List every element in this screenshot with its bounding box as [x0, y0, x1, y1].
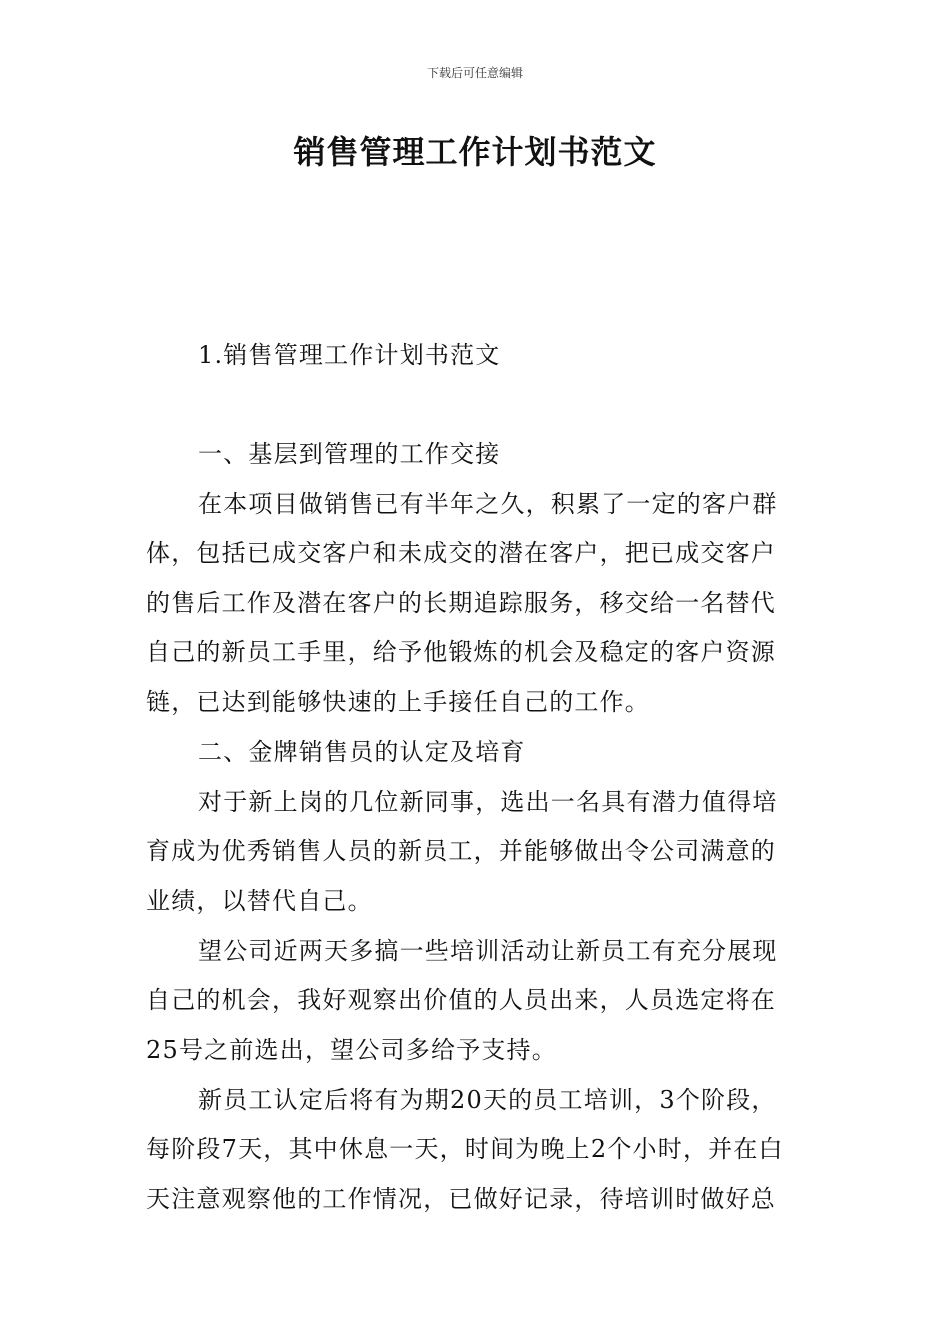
paragraph-line: 业绩，以替代自己。	[146, 887, 373, 915]
paragraph-line: 链，已达到能够快速的上手接任自己的工作。	[146, 688, 650, 716]
paragraph-line: 新员工认定后将有为期20天的员工培训，3个阶段，	[198, 1086, 777, 1114]
paragraph-line: 育成为优秀销售人员的新员工，并能够做出令公司满意的	[146, 837, 776, 865]
section-heading-1: 一、基层到管理的工作交接	[198, 440, 501, 468]
section-heading-2: 二、金牌销售员的认定及培育	[198, 738, 526, 766]
paragraph-line: 25号之前选出，望公司多给予支持。	[146, 1036, 557, 1064]
header-note: 下载后可任意编辑	[426, 66, 523, 80]
paragraph-line: 对于新上岗的几位新同事，选出一名具有潜力值得培	[198, 788, 778, 816]
paragraph-line: 望公司近两天多搞一些培训活动让新员工有充分展现	[198, 937, 778, 965]
paragraph-line: 每阶段7天，其中休息一天，时间为晚上2个小时，并在白	[146, 1135, 784, 1163]
paragraph-line: 的售后工作及潜在客户的长期追踪服务，移交给一名替代	[146, 589, 776, 617]
document-title: 销售管理工作计划书范文	[293, 133, 657, 171]
paragraph-line: 在本项目做销售已有半年之久，积累了一定的客户群	[198, 490, 778, 518]
paragraph-line: 自己的新员工手里，给予他锻炼的机会及稳定的客户资源	[146, 638, 776, 666]
subtitle-line: 1.销售管理工作计划书范文	[198, 341, 501, 369]
paragraph-line: 体，包括已成交客户和未成交的潜在客户，把已成交客户	[146, 539, 776, 567]
paragraph-line: 自己的机会，我好观察出价值的人员出来，人员选定将在	[146, 986, 776, 1014]
paragraph-line: 天注意观察他的工作情况，已做好记录，待培训时做好总	[146, 1185, 776, 1213]
